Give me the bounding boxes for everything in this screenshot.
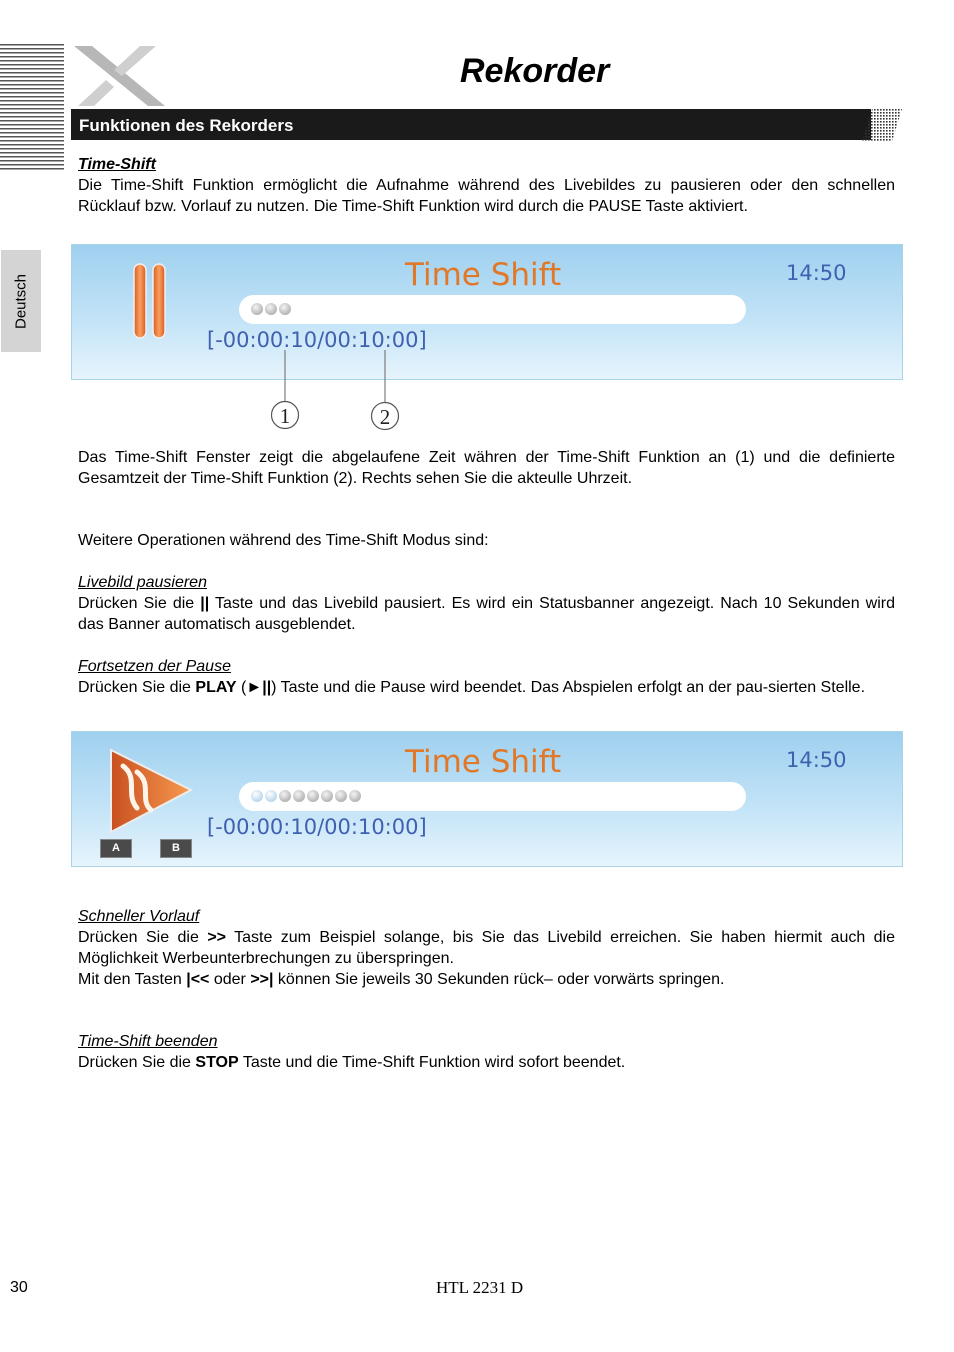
forward-text-line2: Mit den Tasten |<< oder >>| können Sie jeweils 30 Sekunden rück– oder vorwärts springen. [78,971,725,988]
progress-track [239,782,746,811]
stop-section [78,1031,895,1073]
callout-1: 1 [279,404,291,428]
resume-section [78,656,895,698]
header-stripes [0,44,64,172]
language-label: Deutsch [12,273,30,329]
forward-heading: Schneller Vorlauf [78,908,200,925]
progress-dot [251,790,263,802]
timeshift-title: Time Shift [405,257,562,293]
timeshift-title: Time Shift [405,744,562,780]
brand-x-logo [70,44,170,108]
timeshift-time: [-00:00:10/00:10:00] [207,815,427,839]
resume-heading: Fortsetzen der Pause [78,658,231,675]
progress-dot [279,790,291,802]
clock-display: 14:50 [786,748,847,772]
timeshift-panel-pause [71,244,903,380]
explanation-text: Das Time-Shift Fenster zeigt die abgelaufene Zeit währen der Time-Shift Funktion an (1) und die definierte Gesamtzeit der Time-Shift Funktion (2). Rechts sehen Sie die akteulle Uhrzeit. [78,449,895,487]
language-tab [1,250,41,352]
halftone-decoration [862,109,902,141]
model-name: HTL 2231 D [436,1278,524,1297]
play-icon [107,746,193,836]
pause-text: Drücken Sie die || Taste und das Livebild pausiert. Es wird ein Statusbanner angezeigt. Nach 10 Sekunden wird das Banner automatisch ausgeblendet. [78,595,895,633]
stop-heading: Time-Shift beenden [78,1033,218,1050]
resume-text: Drücken Sie die PLAY (►||) Taste und die Pause wird beendet. Das Abspielen erfolgt an der pau-sierten Stelle. [78,679,866,696]
progress-dot [279,303,291,315]
page-title: Rekorder [460,52,610,90]
clock-display: 14:50 [786,261,847,285]
section-title: Funktionen des Rekorders [79,116,294,135]
pause-section [78,572,895,635]
button-a: A [100,839,132,858]
progress-dot [251,303,263,315]
progress-dot [265,790,277,802]
progress-track [239,295,746,324]
timeshift-panel-play [71,731,903,867]
progress-dot [265,303,277,315]
progress-dots [251,790,361,802]
progress-dot [307,790,319,802]
intro-text: Die Time-Shift Funktion ermöglicht die Aufnahme während des Livebildes zu pausieren oder den schnellen Rücklauf bzw. Vorlauf zu nutzen. Die Time-Shift Funktion wird durch die PAUSE Taste aktiviert. [78,177,895,215]
pause-icon [133,263,167,339]
pause-heading: Livebild pausieren [78,574,207,591]
progress-dot [293,790,305,802]
button-b: B [160,839,192,858]
intro-block [78,154,895,217]
progress-dots [251,303,291,315]
further-text: Weitere Operationen während des Time-Shift Modus sind: [78,532,489,549]
callout-markers [260,348,410,434]
progress-dot [335,790,347,802]
timeshift-time: [-00:00:10/00:10:00] [207,328,427,352]
callout-2: 2 [379,405,391,429]
forward-text: Drücken Sie die >> Taste zum Beispiel solange, bis Sie das Livebild erreichen. Sie haben hiermit auch die Möglichkeit Werbeunterbrechungen zu überspringen. [78,929,896,967]
page-number: 30 [10,1279,28,1296]
progress-dot [349,790,361,802]
progress-dot [321,790,333,802]
stop-text: Drücken Sie die STOP Taste und die Time-Shift Funktion wird sofort beendet. [78,1054,626,1071]
intro-heading: Time-Shift [78,156,156,173]
forward-section [78,906,895,990]
